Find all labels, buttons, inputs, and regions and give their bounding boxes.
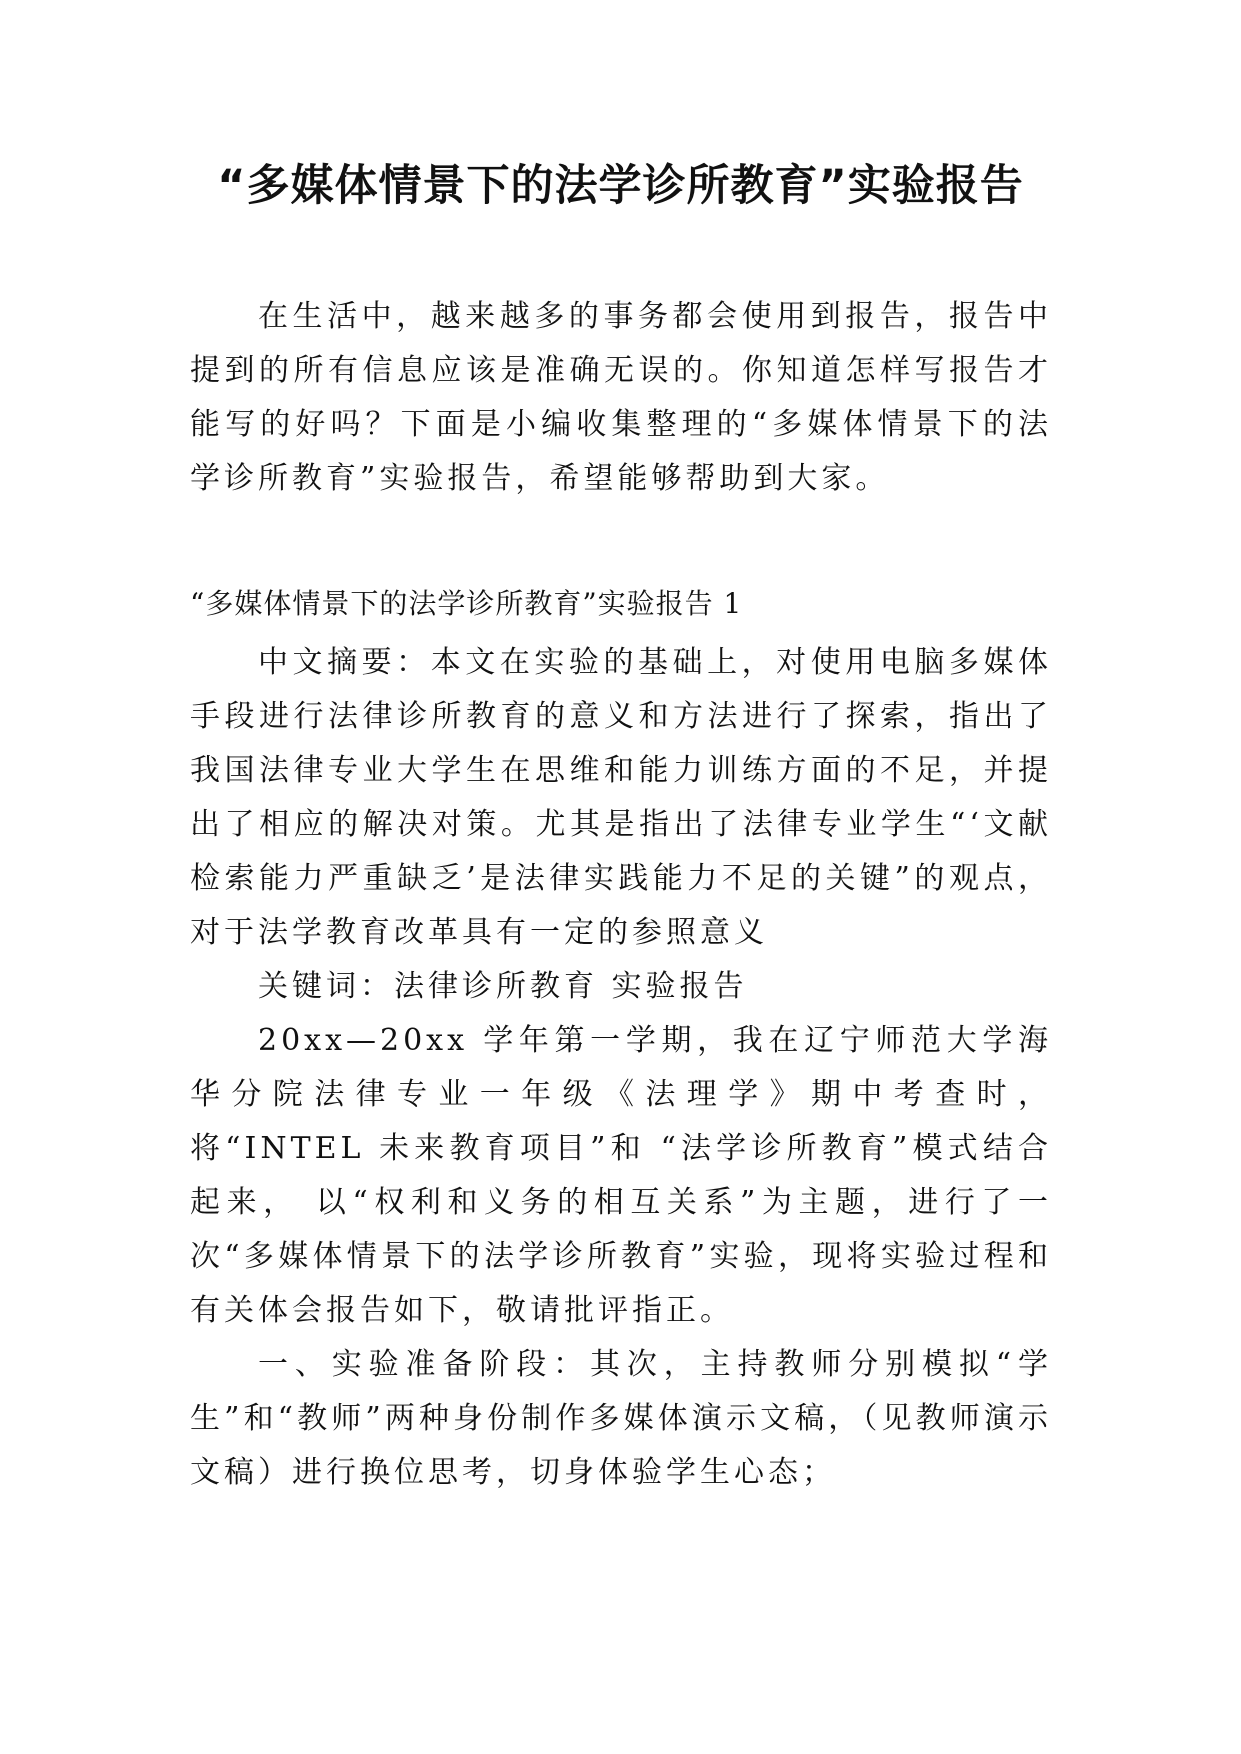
preparation-stage-paragraph: 一、实验准备阶段：其次，主持教师分别模拟“学生”和“教师”两种身份制作多媒体演示文稿，（见教师演示文稿）进行换位思考，切身体验学生心态； [190,1347,1052,1490]
report-content [190,636,1052,1500]
abstract-paragraph: 中文摘要：本文在实验的基础上，对使用电脑多媒体手段进行法律诊所教育的意义和方法进行了探索，指出了我国法律专业大学生在思维和能力训练方面的不足，并提出了相应的解决对策。尤其是指出了法律专业学生“‘文献检索能力严重缺乏’是法律实践能力不足的关键”的观点，对于法学教育改革具有一定的参照意义 [190,645,1052,950]
intro-paragraph: 在生活中，越来越多的事务都会使用到报告，报告中提到的所有信息应该是准确无误的。你知道怎样写报告才能写的好吗？下面是小编收集整理的“多媒体情景下的法学诊所教育”实验报告，希望能够帮助到大家。 [190,299,1052,496]
keywords-paragraph: 关键词：法律诊所教育 实验报告 [258,969,748,1004]
section-heading: “多媒体情景下的法学诊所教育”实验报告 1 [190,587,743,620]
document-title: “多媒体情景下的法学诊所教育”实验报告 [217,161,1024,211]
experiment-intro-paragraph: 20xx—20xx 学年第一学期，我在辽宁师范大学海华分院法律专业一年级《法理学》期中考查时，将“INTEL 未来教育项目”和 “法学诊所教育”模式结合起来， 以“权利和义务的相互关系”为主题，进行了一次“多媒体情景下的法学诊所教育”实验，现将实验过程和有关体会报告如下，敬请批评指正。 [190,1023,1052,1328]
